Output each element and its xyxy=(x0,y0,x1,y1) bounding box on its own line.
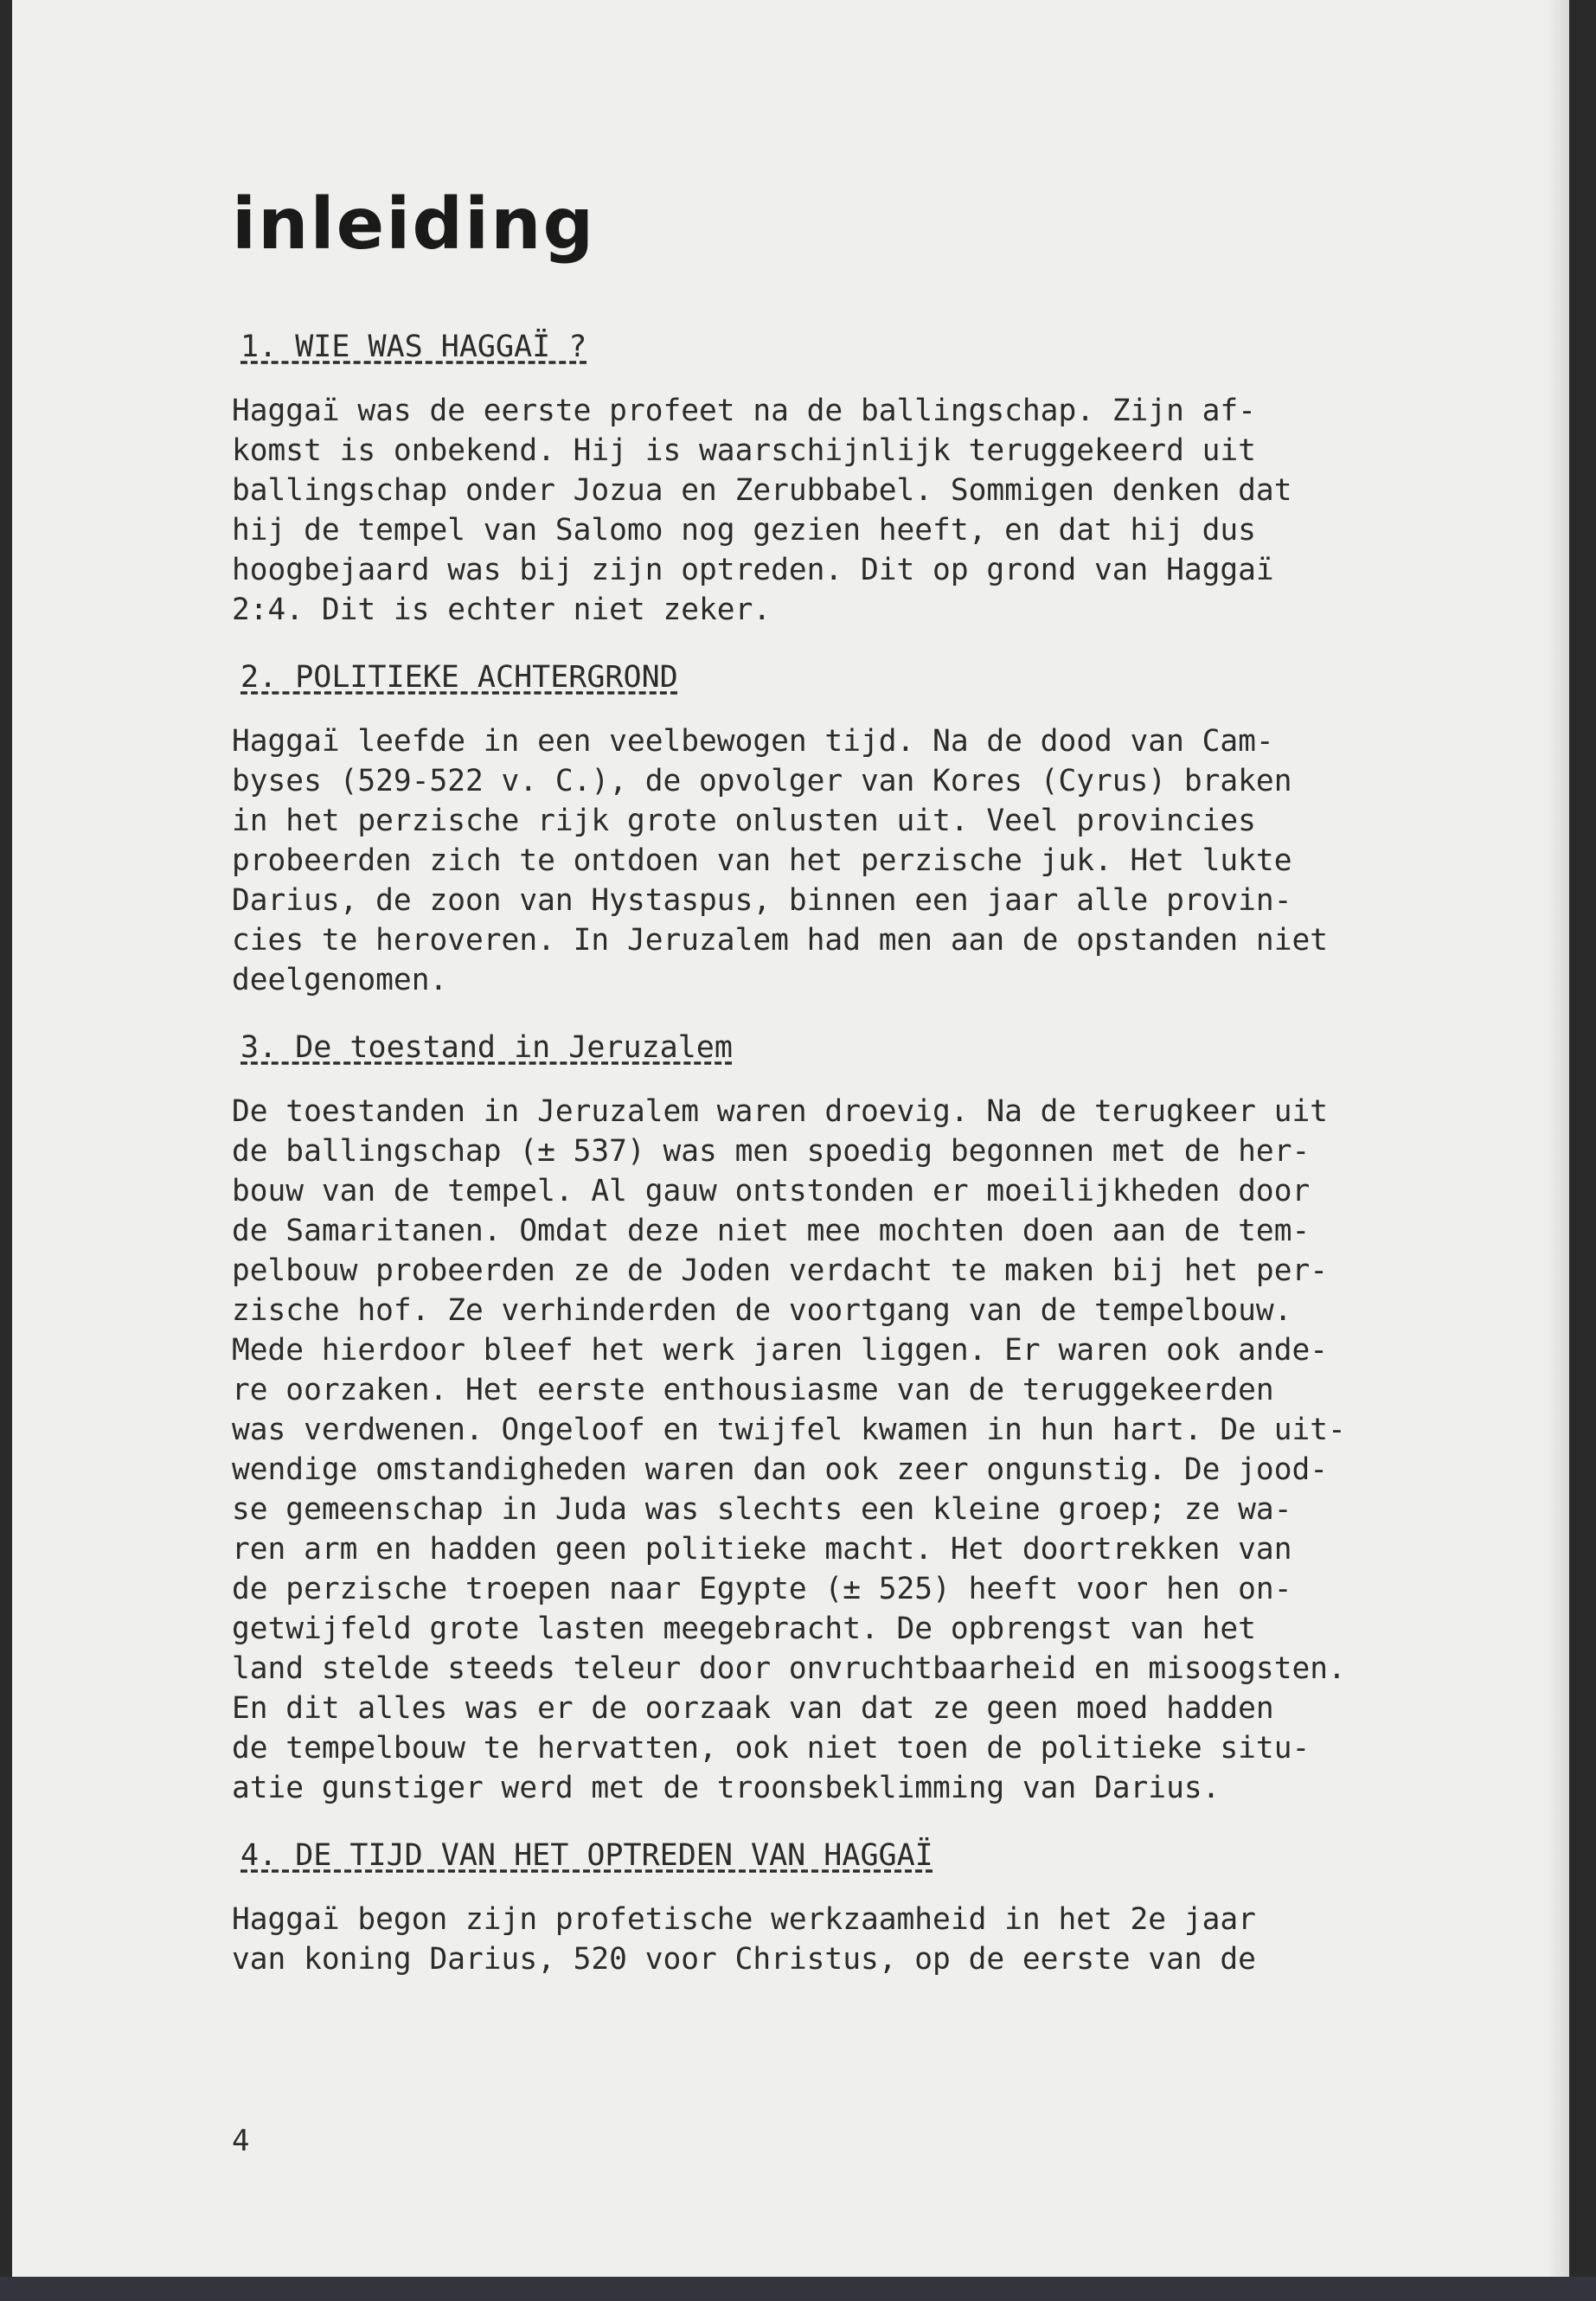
text-line: probeerden zich te ontdoen van het perzische juk. Het lukte xyxy=(232,843,1292,878)
document-page xyxy=(12,0,1569,2277)
text-line: Darius, de zoon van Hystaspus, binnen een jaar alle provin- xyxy=(232,883,1292,918)
text-line: zische hof. Ze verhinderden de voortgang van de tempelbouw. xyxy=(232,1293,1292,1328)
text-line: Mede hierdoor bleef het werk jaren liggen. Er waren ook ande- xyxy=(232,1333,1329,1368)
section-paragraph xyxy=(232,1092,1495,1808)
text-line: van koning Darius, 520 voor Christus, op de eerste van de xyxy=(232,1942,1256,1977)
page-edge-shadow xyxy=(1547,0,1569,2277)
text-line: atie gunstiger werd met de troonsbeklimming van Darius. xyxy=(232,1771,1221,1805)
section-paragraph xyxy=(232,391,1495,630)
section-paragraph xyxy=(232,1900,1495,1979)
text-line: re oorzaken. Het eerste enthousiasme van de teruggekeerden xyxy=(232,1373,1274,1407)
section-4 xyxy=(232,1836,1495,1979)
text-line: hoogbejaard was bij zijn optreden. Dit op grond van Haggaï xyxy=(232,553,1274,587)
section-3 xyxy=(232,1028,1495,1808)
text-line: Haggaï leefde in een veelbewogen tijd. Na de dood van Cam- xyxy=(232,724,1274,759)
text-line: Haggaï begon zijn profetische werkzaamheid in het 2e jaar xyxy=(232,1902,1256,1937)
text-line: cies te heroveren. In Jeruzalem had men aan de opstanden niet xyxy=(232,923,1329,958)
page-title: inleiding xyxy=(232,183,596,266)
text-line: land stelde steeds teleur door onvruchtbaarheid en misoogsten. xyxy=(232,1651,1346,1686)
text-line: De toestanden in Jeruzalem waren droevig. Na de terugkeer uit xyxy=(232,1094,1329,1129)
text-line: deelgenomen. xyxy=(232,963,448,997)
text-line: Haggaï was de eerste profeet na de ballingschap. Zijn af- xyxy=(232,394,1256,428)
text-line: se gemeenschap in Juda was slechts een kleine groep; ze wa- xyxy=(232,1492,1292,1527)
text-line: ren arm en hadden geen politieke macht. Het doortrekken van xyxy=(232,1532,1292,1567)
text-line: wendige omstandigheden waren dan ook zeer ongunstig. De jood- xyxy=(232,1452,1329,1487)
text-line: hij de tempel van Salomo nog gezien heeft, en dat hij dus xyxy=(232,513,1256,548)
text-line: de tempelbouw te hervatten, ook niet toen de politieke situ- xyxy=(232,1731,1311,1766)
section-1 xyxy=(232,327,1495,630)
text-line: komst is onbekend. Hij is waarschijnlijk teruggekeerd uit xyxy=(232,433,1256,468)
page-number: 4 xyxy=(232,2124,250,2158)
document-body xyxy=(232,327,1495,2007)
text-line: was verdwenen. Ongeloof en twijfel kwamen in hun hart. De uit- xyxy=(232,1413,1346,1447)
text-line: bouw van de tempel. Al gauw ontstonden er moeilijkheden door xyxy=(232,1174,1311,1208)
text-line: byses (529-522 v. C.), de opvolger van Kores (Cyrus) braken xyxy=(232,764,1292,798)
text-line: 2:4. Dit is echter niet zeker. xyxy=(232,593,772,627)
scan-bottom-edge xyxy=(0,2277,1596,2301)
section-paragraph xyxy=(232,721,1495,1000)
text-line: de perzische troepen naar Egypte (± 525) heeft voor hen on- xyxy=(232,1572,1292,1606)
section-heading: 1. WIE WAS HAGGAÏ ? xyxy=(240,330,587,364)
text-line: En dit alles was er de oorzaak van dat ze geen moed hadden xyxy=(232,1691,1274,1726)
section-heading: 4. DE TIJD VAN HET OPTREDEN VAN HAGGAÏ xyxy=(240,1838,933,1873)
text-line: in het perzische rijk grote onlusten uit. Veel provincies xyxy=(232,804,1256,838)
text-line: ballingschap onder Jozua en Zerubbabel. Sommigen denken dat xyxy=(232,473,1292,508)
section-2 xyxy=(232,657,1495,1000)
text-line: de ballingschap (± 537) was men spoedig begonnen met de her- xyxy=(232,1134,1311,1169)
section-heading: 2. POLITIEKE ACHTERGROND xyxy=(240,660,678,695)
text-line: getwijfeld grote lasten meegebracht. De opbrengst van het xyxy=(232,1612,1256,1646)
text-line: pelbouw probeerden ze de Joden verdacht te maken bij het per- xyxy=(232,1253,1329,1288)
text-line: de Samaritanen. Omdat deze niet mee mochten doen aan de tem- xyxy=(232,1214,1311,1248)
section-heading: 3. De toestand in Jeruzalem xyxy=(240,1030,733,1065)
